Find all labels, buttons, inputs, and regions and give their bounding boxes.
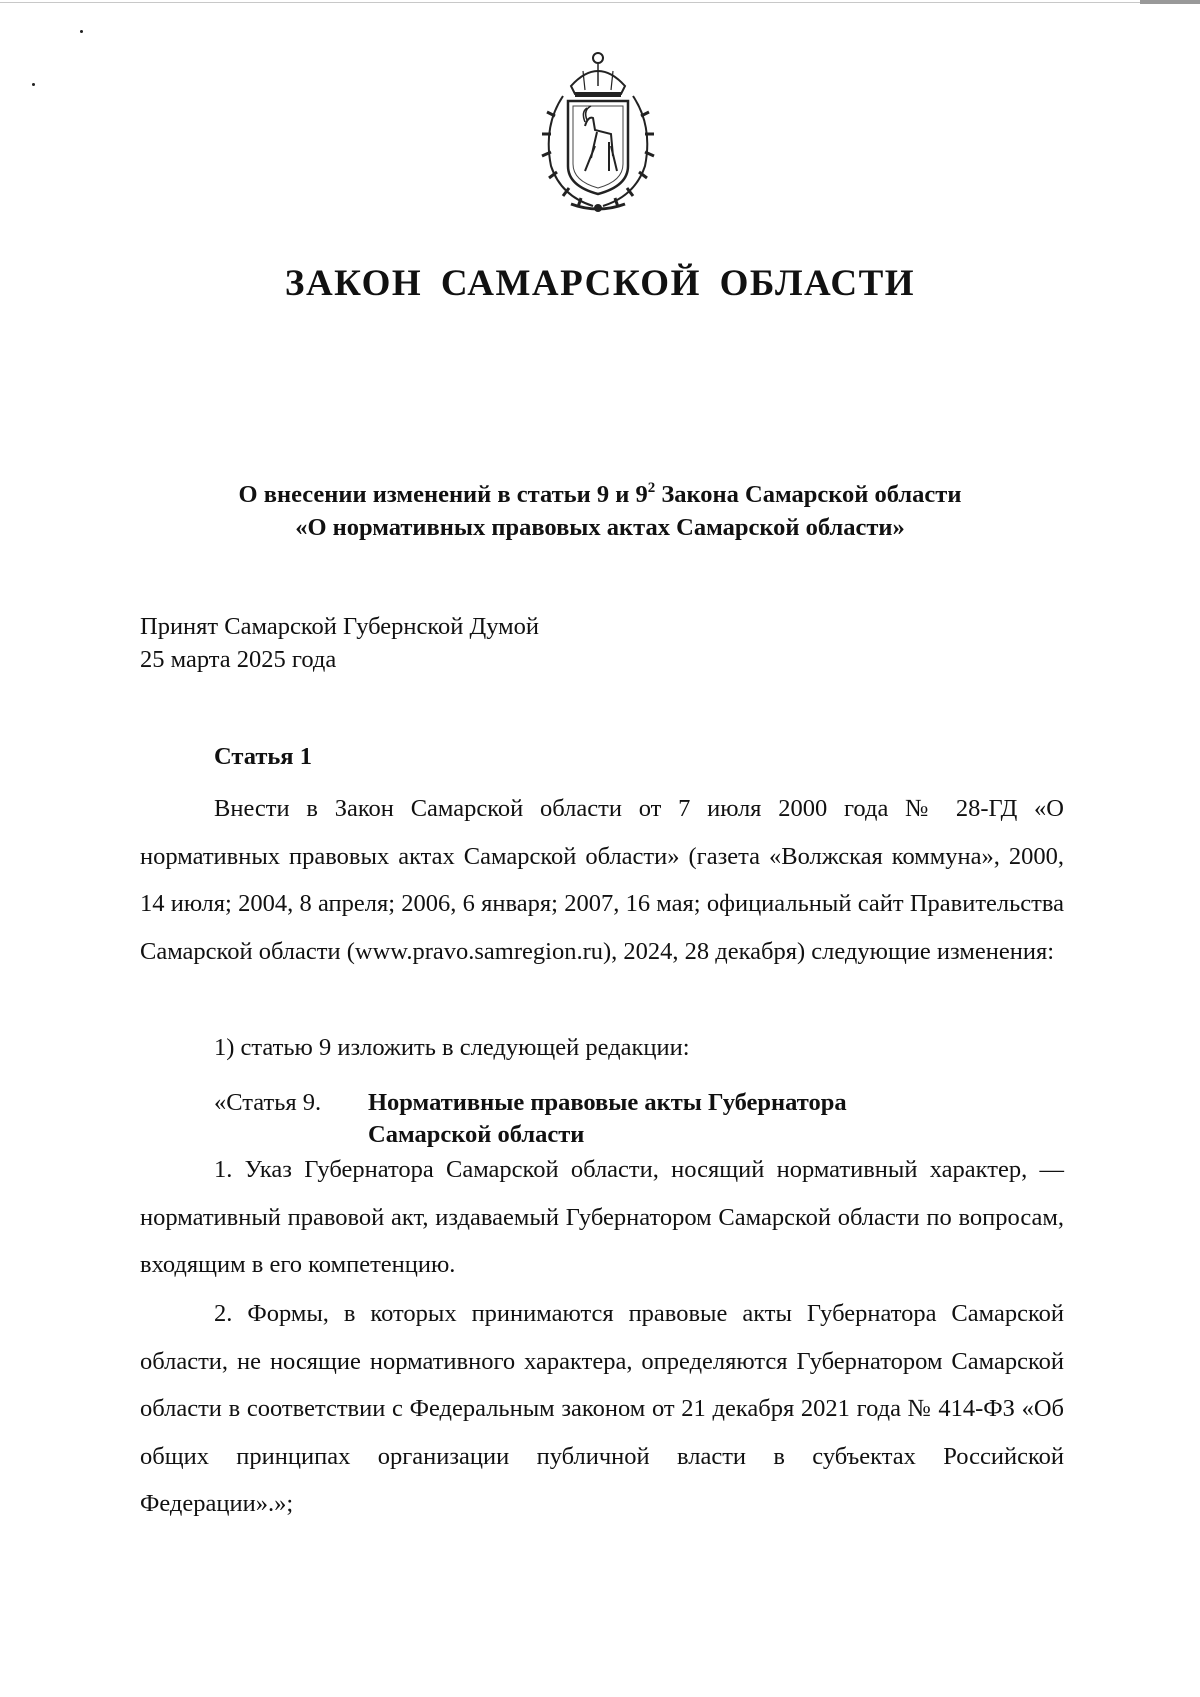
adoption-info (140, 610, 539, 676)
scan-speck (80, 30, 83, 33)
article-9-paragraph-2: 2. Формы, в которых принимаются правовые акты Губернатора Самарской области, не носящие нормативного характера, определяются Губернатором Самарской области в соответствии с Федеральным законом от 21 декабря 2021 года № 414-ФЗ «Об общих принципах организации публичной власти в субъектах Российской Федерации».»; (140, 1300, 1064, 1517)
article-9-paragraph-1: 1. Указ Губернатора Самарской области, носящий нормативный характер, — нормативный правовой акт, издаваемый Губернатором Самарской области по вопросам, входящим в его компетенцию. (140, 1156, 1064, 1278)
heading-line-2: «О нормативных правовых актах Самарской области» (295, 514, 905, 541)
heading-line-1: О внесении изменений в статьи 9 и $9^2$ Закона Самарской области (238, 480, 962, 508)
article-9-number: «Статья 9. (214, 1089, 322, 1116)
article-1-title: Статья 1 (214, 743, 312, 770)
scan-corner-mark (1140, 0, 1200, 4)
article-1-item-1: 1) статью 9 изложить в следующей редакции: (214, 1034, 690, 1061)
law-title: ЗАКОН САМАРСКОЙ ОБЛАСТИ (284, 263, 916, 304)
adoption-body: Принят Самарской Губернской Думой (140, 613, 540, 640)
scan-speck (32, 83, 35, 86)
coat-of-arms-icon (523, 46, 673, 216)
adoption-date: 25 марта 2025 года (140, 646, 337, 673)
scan-top-edge (0, 2, 1200, 3)
article-9-heading (214, 1087, 847, 1151)
article-1-intro: Внести в Закон Самарской области от 7 июля 2000 года № 28-ГД «О нормативных правовых актах Самарской области» (газета «Волжская коммуна», 2000, 14 июля; 2004, 8 апреля; 2006, 6 января; 2007, 16 мая; официальный сайт Правительства Самарской области (www.pravo.samregion.ru), 2024, 28 декабря) следующие изменения: (140, 795, 1064, 965)
article-9-title: Нормативные правовые акты Губернатора Самарской области (368, 1089, 847, 1148)
document-heading (0, 478, 1200, 544)
